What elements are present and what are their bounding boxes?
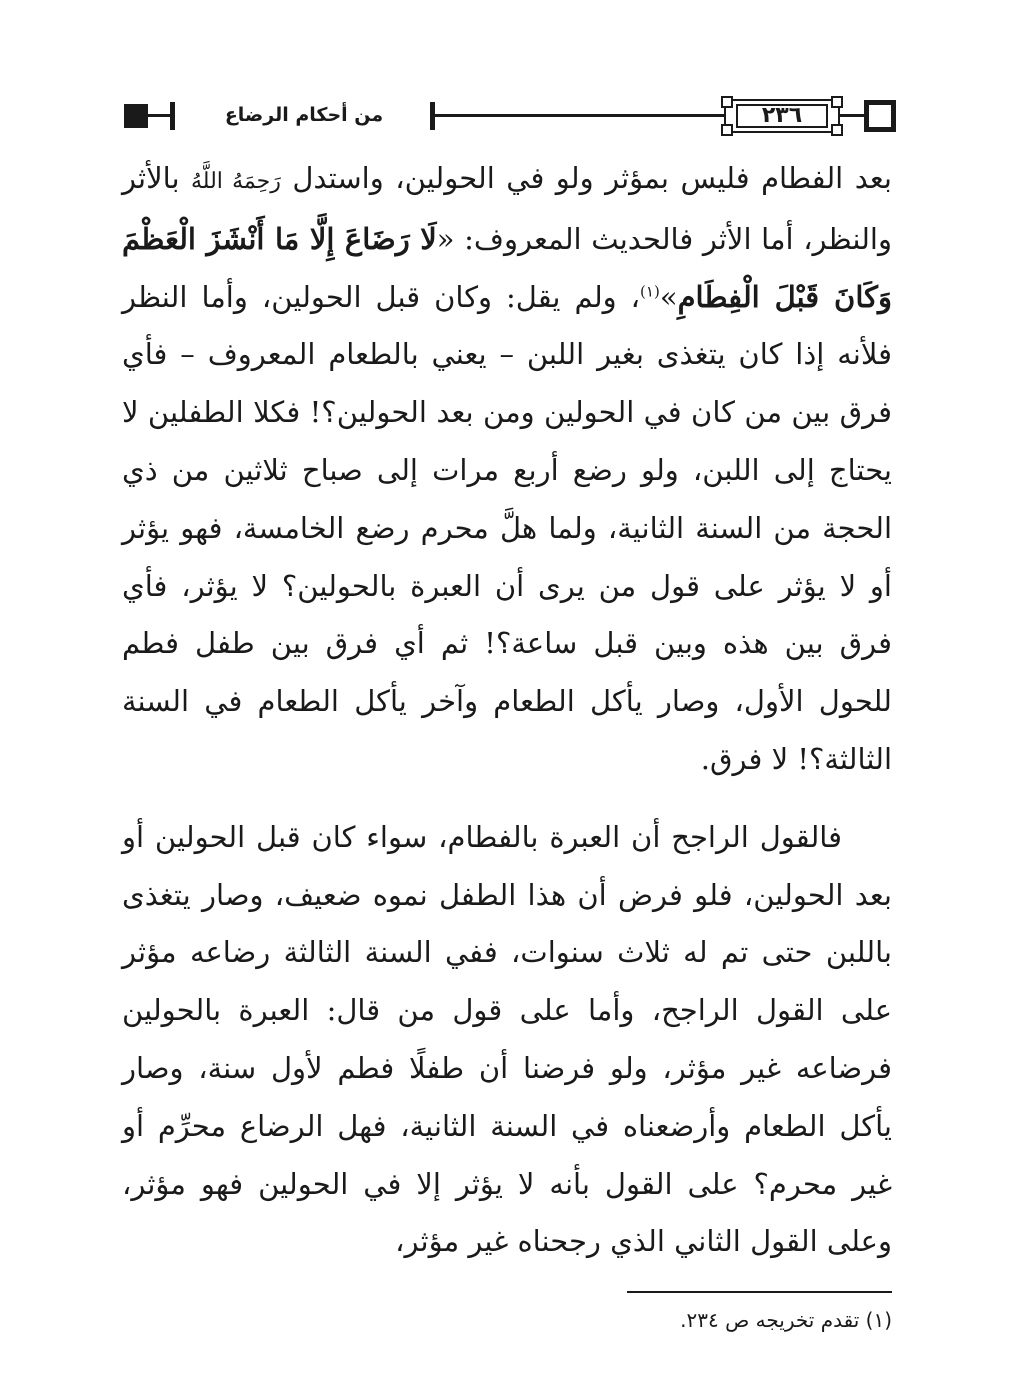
book-title: من أحكام الرضاع [184,98,424,132]
footnote: (١) تقدم تخريجه ص ٢٣٤. [680,1308,892,1332]
header-ornament-right [864,100,896,132]
page-body [122,150,892,1271]
body-text: بالأثر والنظر، أما الأثر فالحديث المعروف: « [122,161,892,256]
body-text: فالقول الراجح أن العبرة بالفطام، سواء كان قبل الحولين أو بعد الحولين، فلو فرض أن هذا الطفل نموه ضعيف، وصار يتغذى باللبن حتى تم له ثلاث سنوات، ففي السنة الثالثة رضاعه مؤثر على القول الراجح، وأما على قول من قال: العبرة بالحولين فرضاعه غير مؤثر، ولو فرضنا أن طفلًا فطم لأول سنة، وصار يأكل الطعام وأرضعناه في السنة الثانية، فهل الرضاع محرِّم أو غير محرم؟ على القول بأنه لا يؤثر إلا في الحولين فهو مؤثر، وعلى القول الثاني الذي رجحناه غير مؤثر، [122,819,892,1259]
quote-mark: » [659,279,678,314]
header-ornament-bar-left [170,102,175,130]
page-number: ٢٣٦ [761,103,803,128]
body-text: بعد الفطام فليس بمؤثر ولو في الحولين، واستدل [280,161,892,195]
footnote-reference[interactable]: (١) [640,281,660,300]
header-rule-right [840,114,864,117]
running-header [124,96,892,136]
footnote-separator [627,1291,892,1293]
header-rule-middle [435,114,724,117]
page-number-box [724,99,840,133]
header-ornament-left [124,104,148,128]
honorific: رَحِمَهُ اللَّهُ [191,169,281,194]
body-text: ، ولم يقل: وكان قبل الحولين، وأما النظر فلأنه إذا كان يتغذى بغير اللبن – يعني بالطعام المعروف – فأي فرق بين من كان في الحولين ومن بعد الحولين؟! فكلا الطفلين لا يحتاج إلى اللبن، ولو رضع أربع مرات إلى صباح ثلاثين من ذي الحجة من السنة الثانية، ولما هلَّ محرم رضع الخامسة، فهو يؤثر أو لا يؤثر على قول من يرى أن العبرة بالحولين؟ لا يؤثر، فأي فرق بين هذه وبين قبل ساعة؟! ثم أي فرق بين طفل فطم للحول الأول، وصار يأكل الطعام وآخر يأكل الطعام في السنة الثالثة؟! لا فرق. [122,279,892,776]
paragraph [122,809,892,1271]
hadith-quote: لَا رَضَاعَ إِلَّا مَا أَنْشَزَ الْعَظْمَ وَكَانَ قَبْلَ الْفِطَامِ [122,221,892,314]
paragraph [122,150,892,789]
header-rule-left-short [148,114,170,117]
